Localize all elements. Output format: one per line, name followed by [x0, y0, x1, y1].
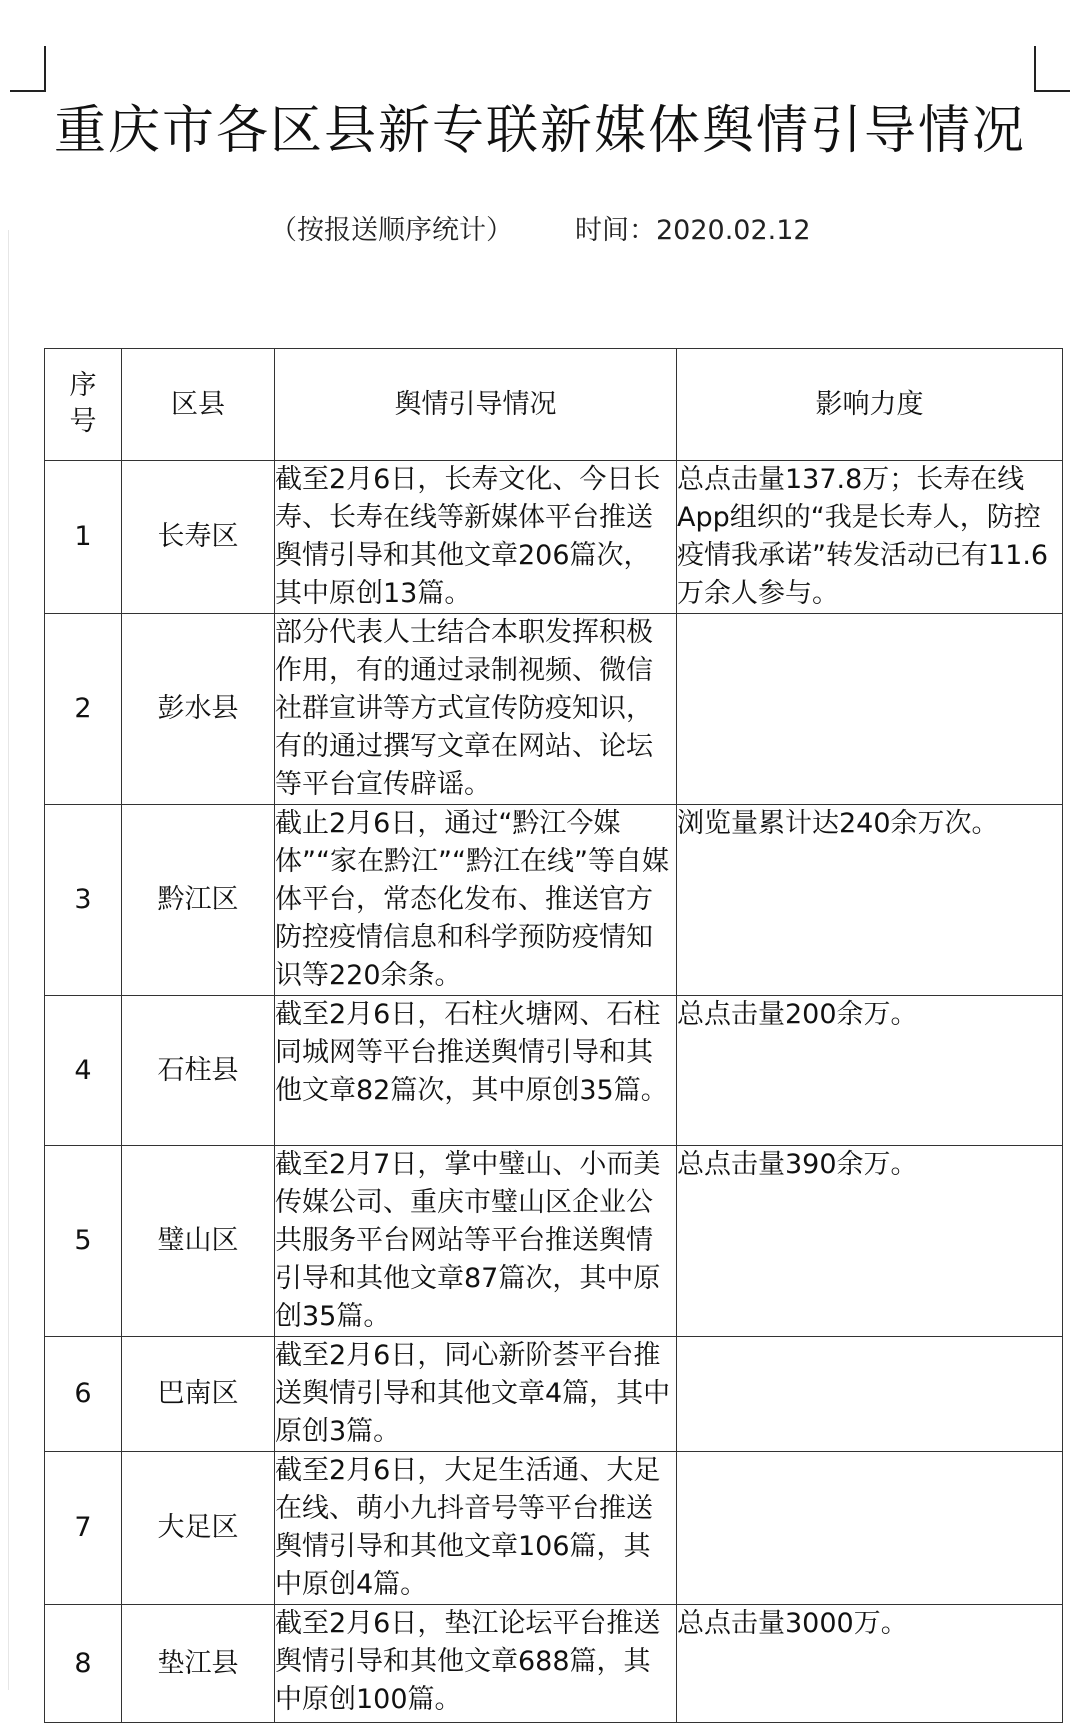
row-district: 黔江区	[122, 805, 275, 996]
header-impact: 影响力度	[677, 349, 1063, 461]
row-num: 5	[45, 1146, 122, 1337]
crop-mark-top-right	[1034, 46, 1070, 92]
page-edge	[8, 230, 9, 1690]
table-row	[45, 996, 1063, 1146]
table-row	[45, 461, 1063, 614]
row-district: 长寿区	[122, 461, 275, 614]
row-district: 垫江县	[122, 1605, 275, 1723]
table-row	[45, 1452, 1063, 1605]
table-header-row	[45, 349, 1063, 461]
crop-mark-top-left	[10, 46, 46, 92]
row-guidance: 部分代表人士结合本职发挥积极作用，有的通过录制视频、微信社群宣讲等方式宣传防疫知识，有的通过撰写文章在网站、论坛等平台宣传辟谣。	[275, 614, 677, 805]
row-num: 8	[45, 1605, 122, 1723]
row-impact	[677, 1452, 1063, 1605]
row-impact: 总点击量137.8万；长寿在线App组织的“我是长寿人，防控疫情我承诺”转发活动已有11.6万余人参与。	[677, 461, 1063, 614]
header-guidance: 舆情引导情况	[275, 349, 677, 461]
row-guidance: 截至2月6日，石柱火塘网、石柱同城网等平台推送舆情引导和其他文章82篇次，其中原创35篇。	[275, 996, 677, 1146]
row-district: 璧山区	[122, 1146, 275, 1337]
table-row	[45, 1605, 1063, 1723]
row-impact	[677, 1337, 1063, 1452]
row-guidance: 截至2月6日，大足生活通、大足在线、萌小九抖音号等平台推送舆情引导和其他文章106篇，其中原创4篇。	[275, 1452, 677, 1605]
row-impact: 总点击量200余万。	[677, 996, 1063, 1146]
row-impact	[677, 614, 1063, 805]
row-guidance: 截至2月6日，同心新阶荟平台推送舆情引导和其他文章4篇，其中原创3篇。	[275, 1337, 677, 1452]
row-guidance: 截至2月6日，垫江论坛平台推送舆情引导和其他文章688篇，其中原创100篇。	[275, 1605, 677, 1723]
table-row	[45, 1146, 1063, 1337]
subtitle-note: （按报送顺序统计）	[270, 215, 513, 246]
row-district: 彭水县	[122, 614, 275, 805]
table-row	[45, 1337, 1063, 1452]
row-impact: 总点击量3000万。	[677, 1605, 1063, 1723]
table-row	[45, 614, 1063, 805]
guidance-table	[44, 348, 1063, 1723]
row-guidance: 截至2月7日，掌中璧山、小而美传媒公司、重庆市璧山区企业公共服务平台网站等平台推送舆情引导和其他文章87篇次，其中原创35篇。	[275, 1146, 677, 1337]
header-num: 序号	[45, 349, 122, 461]
row-impact: 总点击量390余万。	[677, 1146, 1063, 1337]
header-district: 区县	[122, 349, 275, 461]
row-num: 3	[45, 805, 122, 996]
row-num: 4	[45, 996, 122, 1146]
row-num: 1	[45, 461, 122, 614]
table-row	[45, 805, 1063, 996]
row-impact: 浏览量累计达240余万次。	[677, 805, 1063, 996]
row-district: 巴南区	[122, 1337, 275, 1452]
row-num: 7	[45, 1452, 122, 1605]
row-district: 大足区	[122, 1452, 275, 1605]
row-num: 6	[45, 1337, 122, 1452]
document-title: 重庆市各区县新专联新媒体舆情引导情况	[53, 101, 1026, 161]
row-guidance: 截至2月6日，长寿文化、今日长寿、长寿在线等新媒体平台推送舆情引导和其他文章206篇次，其中原创13篇。	[275, 461, 677, 614]
subtitle-time: 时间：2020.02.12	[575, 215, 811, 246]
row-num: 2	[45, 614, 122, 805]
document-subtitle	[270, 208, 811, 247]
row-guidance: 截止2月6日，通过“黔江今媒体”“家在黔江”“黔江在线”等自媒体平台，常态化发布、推送官方防控疫情信息和科学预防疫情知识等220余条。	[275, 805, 677, 996]
row-district: 石柱县	[122, 996, 275, 1146]
